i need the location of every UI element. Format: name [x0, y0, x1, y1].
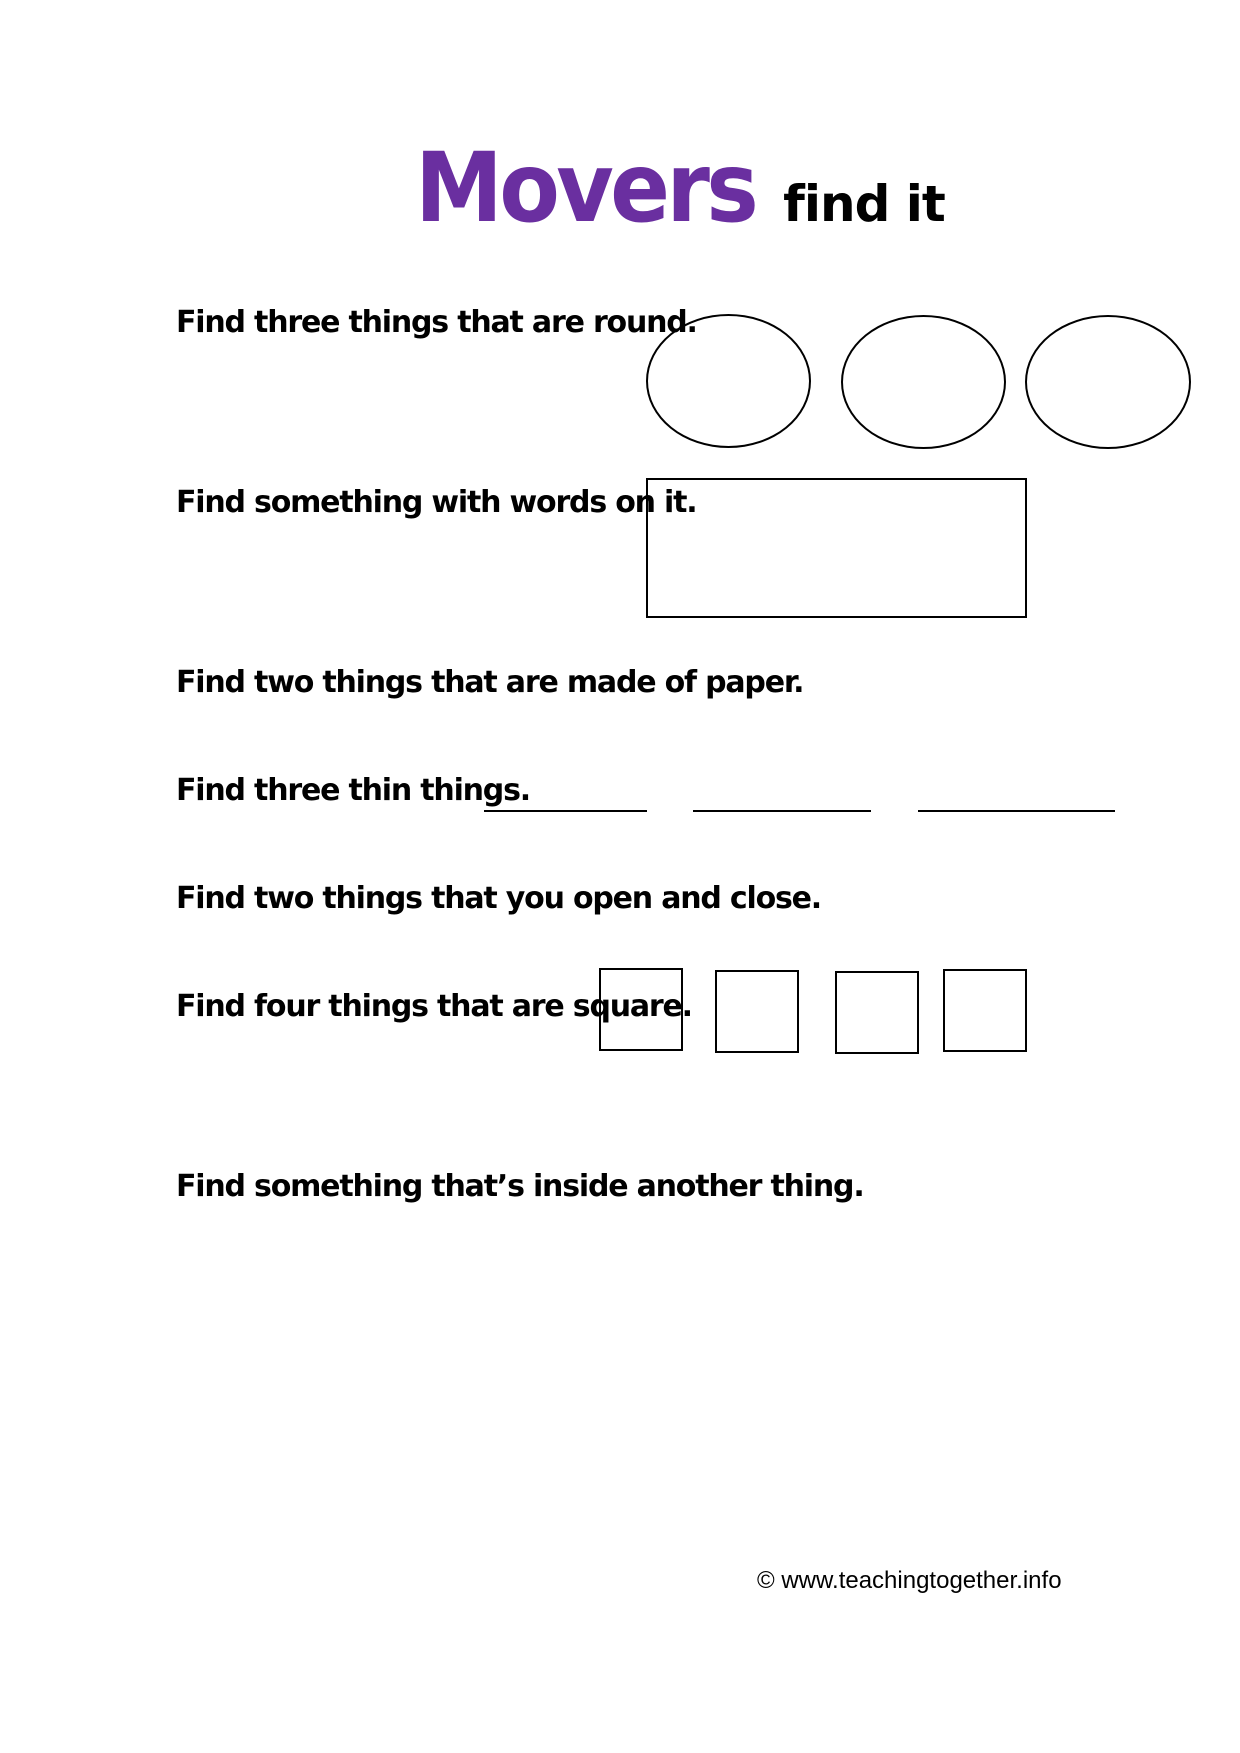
title-main: Movers	[415, 132, 756, 244]
round-answer-oval-3[interactable]	[1025, 315, 1191, 449]
task-thin-text: Find three thin things.	[176, 773, 530, 808]
square-answer-box-1[interactable]	[599, 968, 683, 1051]
task-words-text: Find something with words on it.	[176, 485, 697, 520]
task-round-text: Find three things that are round.	[176, 305, 697, 340]
round-answer-oval-2[interactable]	[841, 315, 1006, 449]
square-answer-box-3[interactable]	[835, 971, 919, 1054]
task-square-text: Find four things that are square.	[176, 989, 692, 1024]
task-paper-text: Find two things that are made of paper.	[176, 665, 804, 700]
task-open-close-text: Find two things that you open and close.	[176, 881, 822, 916]
title-sub: find it	[783, 175, 945, 233]
square-answer-box-4[interactable]	[943, 969, 1027, 1052]
words-answer-box[interactable]	[646, 478, 1027, 618]
thin-answer-line-2[interactable]	[693, 810, 871, 812]
page-title	[415, 132, 945, 244]
round-answer-oval-1[interactable]	[646, 314, 811, 448]
square-answer-box-2[interactable]	[715, 970, 799, 1053]
thin-answer-line-1[interactable]	[484, 810, 647, 812]
thin-answer-line-3[interactable]	[918, 810, 1115, 812]
copyright-footer: © www.teachingtogether.info	[757, 1567, 1062, 1594]
task-inside-text: Find something that’s inside another thing.	[176, 1169, 864, 1204]
